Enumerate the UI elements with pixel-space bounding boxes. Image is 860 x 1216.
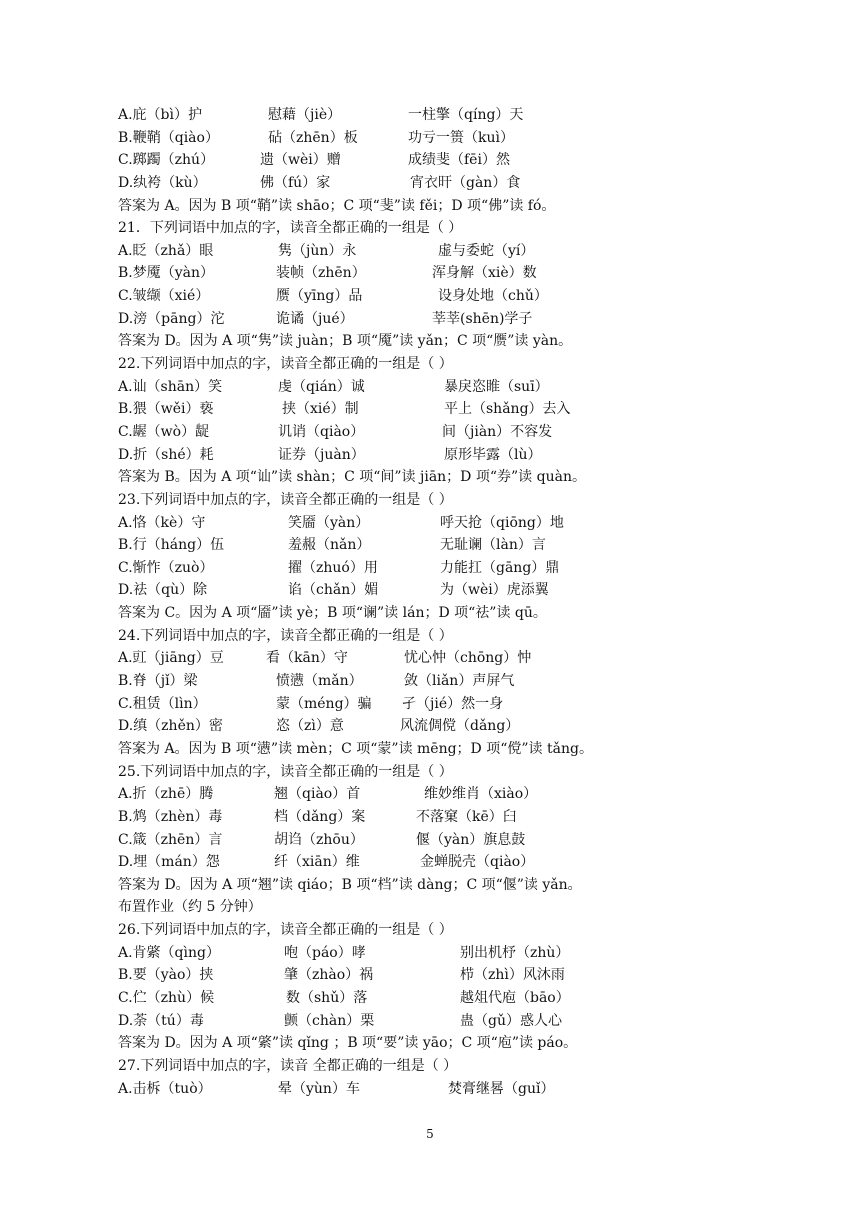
option-item: 成绩斐（fēi）然 [408,152,510,169]
option-item: 金蝉脱壳（qiào） [420,854,535,871]
answer-line [118,602,758,625]
option-item: C.惭怍（zuò） [118,559,214,576]
option-item: 胡诌（zhōu） [274,831,364,848]
option-line [118,534,758,557]
option-item: 蒙（méng）骗 [276,695,372,712]
option-item: 谄（chǎn）媚 [288,582,379,599]
option-line [118,172,758,195]
option-item: 间（jiàn）不容发 [442,423,553,440]
option-item: 蛊（gǔ）惑人心 [460,1012,562,1029]
option-item: A.豇（jiāng）豆 [118,650,224,667]
option-line [118,285,758,308]
option-item: C.租赁（lìn） [118,695,207,712]
option-line [118,806,758,829]
option-item: 翘（qiào）首 [274,786,361,803]
option-item: C.伫（zhù）候 [118,989,215,1006]
answer-line-text: 答案为 C。因为 A 项“靥”读 yè；B 项“谰”读 lán；D 项“祛”读 qū。 [118,605,547,622]
answer-line [118,738,758,761]
option-item: 呼天抢（qiōng）地 [440,514,564,531]
option-line [118,262,758,285]
option-item: A.恪（kè）守 [118,514,206,531]
option-item: 愤懑（mǎn） [276,673,363,690]
option-item: 咆（páo）哮 [284,944,366,961]
option-line [118,964,758,987]
option-line [118,444,758,467]
option-line [118,308,758,331]
option-item: 肇（zhào）祸 [284,967,374,984]
question-line [118,353,758,376]
option-item: B.鸩（zhèn）毒 [118,808,223,825]
option-item: D.滂（pāng）沱 [118,310,225,327]
option-item: B.猥（wěi）亵 [118,401,214,418]
option-item: B.脊（jǐ）梁 [118,673,198,690]
option-item: 忧心忡（chōng）忡 [404,650,532,667]
option-line [118,783,758,806]
option-item: C.龌（wò）龊 [118,423,210,440]
option-line [118,693,758,716]
answer-line [118,466,758,489]
answer-line [118,195,758,218]
option-item: 虚与委蛇（yí） [438,242,535,259]
option-item: 遗（wèi）赠 [260,152,341,169]
option-item: 砧（zhēn）板 [268,129,358,146]
answer-line [118,1032,758,1055]
option-item: A.庇（bì）护 [118,107,202,123]
option-item: 设身处地（chǔ） [438,288,548,305]
answer-line [118,330,758,353]
answer-line-text: 答案为 B。因为 A 项“讪”读 shàn；C 项“间”读 jiān；D 项“券”读 quàn。 [118,469,586,486]
option-item: B.行（háng）伍 [118,537,225,554]
option-item: B.鞭鞘（qiào） [118,129,219,146]
option-item: D.缜（zhěn）密 [118,718,223,735]
option-item: C.箴（zhēn）言 [118,831,223,848]
option-line [118,421,758,444]
option-item: 颤（chàn）栗 [284,1012,375,1029]
question-line-text: 24.下列词语中加点的字，读音全都正确的一组是（ ） [118,627,453,644]
option-line [118,1010,758,1033]
option-item: 虔（qián）诚 [278,378,365,395]
option-item: 恣（zì）意 [276,718,344,735]
option-line [118,149,758,172]
section-heading [118,896,758,919]
question-line-text: 22.下列词语中加点的字，读音全都正确的一组是（ ） [118,356,453,373]
option-item: C.皱缬（xié） [118,288,210,305]
option-item: 暴戾恣睢（suī） [444,378,549,395]
question-line [118,489,758,512]
option-item: A.肯綮（qìng） [118,944,220,961]
option-item: 纤（xiān）维 [274,854,360,871]
option-item: 无耻谰（làn）言 [440,537,546,554]
option-item: 慰藉（jiè） [268,107,342,123]
option-item: 原形毕露（lù） [444,446,542,463]
option-item: 证券（juàn） [278,446,365,463]
option-item: C.踯躅（zhú） [118,152,215,169]
option-line [118,398,758,421]
option-line [118,670,758,693]
option-item: D.祛（qù）除 [118,582,208,599]
answer-line-text: 答案为 D。因为 A 项“隽”读 juàn；B 项“魇”读 yǎn；C 项“赝”读 yàn。 [118,333,573,350]
option-item: 笑靥（yàn） [288,514,370,531]
option-item: A.讪（shān）笑 [118,378,223,395]
option-item: 档（dǎng）案 [274,808,366,825]
option-item: 诡谲（jué） [276,310,354,327]
option-item: 为（wèi）虎添翼 [440,582,549,599]
option-line [118,987,758,1010]
option-line [118,104,758,127]
option-line [118,851,758,874]
option-line [118,647,758,670]
option-item: 孑（jié）然一身 [402,695,504,712]
option-line [118,240,758,263]
option-item: 别出机杼（zhù） [460,944,570,961]
option-item: 擢（zhuó）用 [288,559,378,576]
answer-line-text: 答案为 D。因为 A 项“綮”读 qǐng ；B 项“要”读 yāo；C 项“庖”读 páo。 [118,1035,578,1052]
option-item: 莘莘(shēn)学子 [432,310,533,327]
answer-line-text: 答案为 A。因为 B 项“鞘”读 shāo；C 项“斐”读 fěi；D 项“佛”读 fó。 [118,197,556,214]
option-line [118,512,758,535]
option-item: 力能扛（gāng）鼎 [440,559,560,576]
option-item: 焚膏继晷（guǐ） [448,1080,555,1097]
document-body [118,104,758,1100]
question-line-text: 21．下列词语中加点的字，读音全都正确的一组是（ ） [118,220,463,237]
answer-line [118,874,758,897]
question-line [118,761,758,784]
question-line-text: 27.下列词语中加点的字，读音 全都正确的一组是（ ） [118,1057,458,1074]
option-item: 栉（zhì）风沐雨 [460,967,565,984]
option-item: 羞赧（nǎn） [288,537,371,554]
answer-line-text: 答案为 D。因为 A 项“翘”读 qiáo；B 项“档”读 dàng；C 项“偃”读 yǎn。 [118,876,582,893]
option-item: 数（shǔ）落 [286,989,368,1006]
option-item: 晕（yùn）车 [278,1080,360,1097]
question-line-text: 26.下列词语中加点的字，读音全都正确的一组是（ ） [118,922,453,939]
option-line [118,557,758,580]
option-line [118,942,758,965]
question-line [118,919,758,942]
page-number: 5 [426,1127,434,1141]
option-item: D.埋（mán）怨 [118,854,220,871]
option-item: 不落窠（kē）臼 [416,808,517,825]
option-item: 越俎代庖（bāo） [460,989,570,1006]
option-item: 赝（yīng）品 [276,288,363,305]
option-item: 宵衣旰（gàn）食 [410,174,521,191]
option-item: 敛（liǎn）声屏气 [404,673,515,690]
option-item: B.梦魇（yàn） [118,265,215,282]
option-item: B.要（yào）挟 [118,967,214,984]
option-item: 偃（yàn）旗息鼓 [416,831,526,848]
question-line [118,1055,758,1078]
option-item: 平上（shǎng）去入 [444,401,571,418]
question-line [118,625,758,648]
option-item: A.击柝（tuò） [118,1080,212,1097]
option-item: 风流倜傥（dǎng） [400,718,520,735]
option-line [118,579,758,602]
option-item: D.荼（tú）毒 [118,1012,204,1029]
option-item: 讥诮（qiào） [278,423,365,440]
option-item: A.折（zhē）腾 [118,786,214,803]
option-item: A.眨（zhǎ）眼 [118,242,214,259]
option-line [118,1078,758,1101]
option-line [118,127,758,150]
option-item: 一柱擎（qíng）天 [408,107,524,123]
option-line [118,829,758,852]
option-item: 隽（jùn）永 [278,242,357,259]
answer-line-text: 答案为 A。因为 B 项“懑”读 mèn；C 项“蒙”读 mēng；D 项“傥”读 tǎng。 [118,740,593,757]
question-line-text: 23.下列词语中加点的字，读音全都正确的一组是（ ） [118,491,453,508]
section-heading-text: 布置作业（约 5 分钟） [118,899,262,916]
option-line [118,376,758,399]
question-line-text: 25.下列词语中加点的字，读音全都正确的一组是（ ） [118,763,453,780]
question-line [118,217,758,240]
option-line [118,715,758,738]
option-item: 佛（fú）家 [260,174,331,191]
option-item: 功亏一篑（kuì） [408,129,514,146]
option-item: 浑身解（xiè）数 [432,265,537,282]
option-item: 看（kān）守 [266,650,348,667]
option-item: 维妙维肖（xiào） [424,786,538,803]
option-item: 装帧（zhēn） [276,265,366,282]
option-item: 挟（xié）制 [282,401,359,418]
option-item: D.纨袴（kù） [118,174,207,191]
option-item: D.折（shé）耗 [118,446,214,463]
